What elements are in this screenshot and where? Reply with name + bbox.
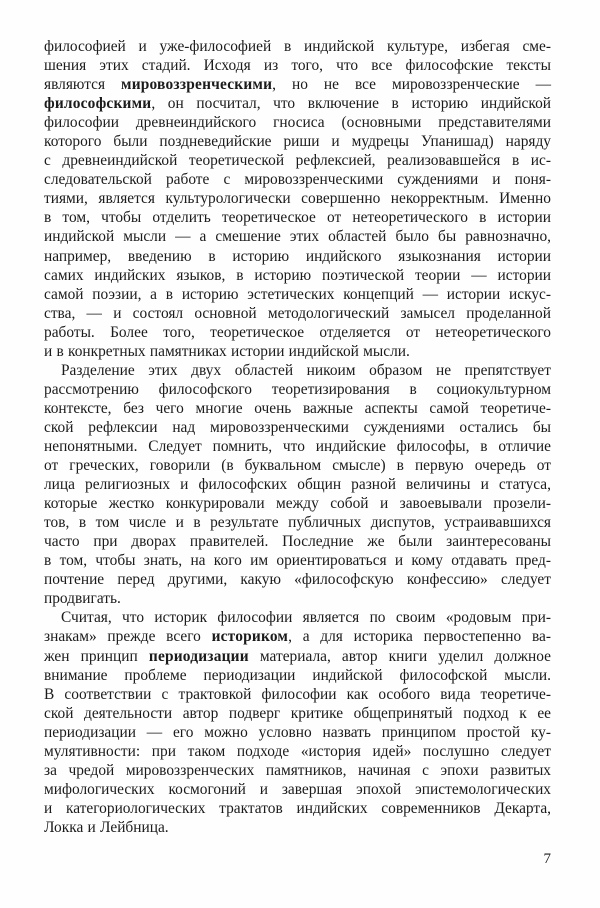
text-segment: Считая, что историк философии является по своим «родовым при- bbox=[61, 609, 551, 627]
text-segment: жен принцип bbox=[44, 647, 149, 665]
text-segment: знакам» прежде всего bbox=[44, 628, 212, 646]
text-line bbox=[44, 475, 551, 494]
bold-text-segment: мировоззренческими bbox=[121, 76, 273, 94]
text-segment: непонятными. Следует помнить, что индийские философы, в отличие bbox=[44, 437, 551, 455]
text-segment: лица религиозных и философских общин разной величины и статуса, bbox=[44, 476, 551, 494]
text-segment: ской деятельности автор подверг критике общепринятый подход к ее bbox=[44, 704, 551, 722]
text-segment: материала, автор книги уделил должное bbox=[248, 647, 552, 665]
text-line bbox=[44, 589, 551, 608]
text-segment: Локка и Лейбница. bbox=[44, 818, 169, 836]
text-segment: самой поэзии, а в историю эстетических концепций — истории искус- bbox=[44, 285, 551, 303]
text-segment: , а для историка первостепенно ва- bbox=[288, 628, 551, 646]
text-segment: и в конкретных памятниках истории индийской мысли. bbox=[44, 342, 410, 360]
text-line bbox=[44, 37, 551, 56]
text-segment: которого были поздневедийские риши и мудрецы Упанишад) наряду bbox=[44, 133, 551, 151]
text-segment: ской рефлексии над мировоззренческими суждениями остались бы bbox=[44, 418, 551, 436]
text-segment: В соответствии с трактовкой философии как особого вида теоретиче- bbox=[44, 685, 551, 703]
text-segment: , но не все мировоззренческие — bbox=[272, 76, 551, 94]
page-number: 7 bbox=[543, 851, 551, 867]
text-segment: и категориологических трактатов индийских современников Декарта, bbox=[44, 799, 551, 817]
text-line bbox=[44, 608, 551, 627]
text-segment: мифологических космогоний и завершая эпохой эпистемологических bbox=[44, 780, 551, 798]
text-segment: философии древнеиндийского гносиса (основными представителями bbox=[44, 114, 551, 132]
paragraph bbox=[44, 608, 551, 837]
bold-text-segment: историком bbox=[211, 628, 289, 646]
text-segment: в том, чтобы отделить теоретическое от нетеоретического в истории bbox=[44, 209, 551, 227]
text-segment: самих индийских языков, в историю поэтической теории — истории bbox=[44, 266, 551, 284]
text-segment: являются bbox=[44, 76, 122, 94]
text-segment: которые жестко конкурировали между собой и завоевывали прозели- bbox=[44, 495, 551, 513]
text-line bbox=[44, 570, 551, 589]
text-line bbox=[44, 323, 551, 342]
text-line bbox=[44, 761, 551, 780]
text-segment: рассмотрению философского теоретизирования в социокультурном bbox=[44, 380, 551, 398]
text-line bbox=[44, 647, 551, 666]
text-line bbox=[44, 666, 551, 685]
text-segment: в том, чтобы знать, на кого им ориентироваться и кому отдавать пред- bbox=[44, 552, 551, 570]
text-segment: следовательской работе с мировоззренческими суждениями и поня- bbox=[44, 171, 551, 189]
text-line bbox=[44, 418, 551, 437]
text-line bbox=[44, 456, 551, 475]
text-segment: Разделение этих двух областей никоим образом не препятствует bbox=[61, 361, 551, 379]
paragraph bbox=[44, 37, 551, 361]
text-line bbox=[44, 742, 551, 761]
text-line bbox=[44, 437, 551, 456]
text-line bbox=[44, 799, 551, 818]
text-line bbox=[44, 247, 551, 266]
text-line bbox=[44, 380, 551, 399]
text-line bbox=[44, 685, 551, 704]
text-segment: с древнеиндийской теоретической рефлексией, реализовавшейся в ис- bbox=[44, 152, 551, 170]
text-segment: ства, — и состоял основной методологический замысел проделанной bbox=[44, 304, 551, 322]
text-line bbox=[44, 513, 551, 532]
text-block bbox=[44, 37, 551, 837]
text-line bbox=[44, 170, 551, 189]
text-line bbox=[44, 532, 551, 551]
text-line bbox=[44, 361, 551, 380]
bold-text-segment: периодизации bbox=[148, 647, 249, 665]
text-segment: индийской мысли — а смешение этих областей было бы равнозначно, bbox=[44, 228, 551, 246]
text-segment: работы. Более того, теоретическое отделяется от нетеоретического bbox=[44, 323, 551, 341]
text-line bbox=[44, 285, 551, 304]
text-line bbox=[44, 818, 551, 837]
text-line bbox=[44, 342, 551, 361]
bold-text-segment: философскими bbox=[44, 95, 152, 113]
text-line bbox=[44, 551, 551, 570]
text-line bbox=[44, 208, 551, 227]
text-line bbox=[44, 113, 551, 132]
text-line bbox=[44, 151, 551, 170]
text-line bbox=[44, 704, 551, 723]
text-line bbox=[44, 189, 551, 208]
text-line bbox=[44, 227, 551, 246]
text-segment: тиями, является культурологически совершенно некорректным. Именно bbox=[44, 190, 551, 208]
text-line bbox=[44, 399, 551, 418]
text-line bbox=[44, 304, 551, 323]
text-line bbox=[44, 494, 551, 513]
text-segment: , он посчитал, что включение в историю индийской bbox=[151, 95, 551, 113]
text-segment: продвигать. bbox=[44, 590, 121, 608]
text-segment: контексте, без чего многие очень важные аспекты самой теоретиче- bbox=[44, 399, 551, 417]
text-segment: периодизации — его можно условно назвать принципом простой ку- bbox=[44, 723, 551, 741]
text-segment: шения этих стадий. Исходя из того, что все философские тексты bbox=[44, 57, 551, 75]
text-segment: за чредой мировоззренческих памятников, начиная с эпохи развитых bbox=[44, 761, 551, 779]
text-line bbox=[44, 780, 551, 799]
text-segment: например, введению в историю индийского языкознания истории bbox=[44, 247, 551, 265]
text-segment: философией и уже-философией в индийской культуре, избегая сме- bbox=[44, 38, 551, 55]
text-line bbox=[44, 56, 551, 75]
text-line bbox=[44, 627, 551, 646]
text-line bbox=[44, 132, 551, 151]
text-segment: внимание проблеме периодизации индийской философской мысли. bbox=[44, 666, 551, 684]
text-line bbox=[44, 723, 551, 742]
text-segment: мулятивности: при таком подходе «история идей» послушно следует bbox=[44, 742, 551, 760]
text-segment: тов, в том числе и в результате публичных диспутов, устраивавшихся bbox=[44, 514, 551, 532]
text-line bbox=[44, 94, 551, 113]
text-segment: почтение перед другими, какую «философскую конфессию» следует bbox=[44, 571, 551, 589]
paragraph bbox=[44, 361, 551, 609]
text-segment: часто при дворах правителей. Последние же были заинтересованы bbox=[44, 533, 551, 551]
text-line bbox=[44, 266, 551, 285]
text-segment: от греческих, говорили (в буквальном смысле) в первую очередь от bbox=[44, 457, 551, 475]
text-line bbox=[44, 75, 551, 94]
